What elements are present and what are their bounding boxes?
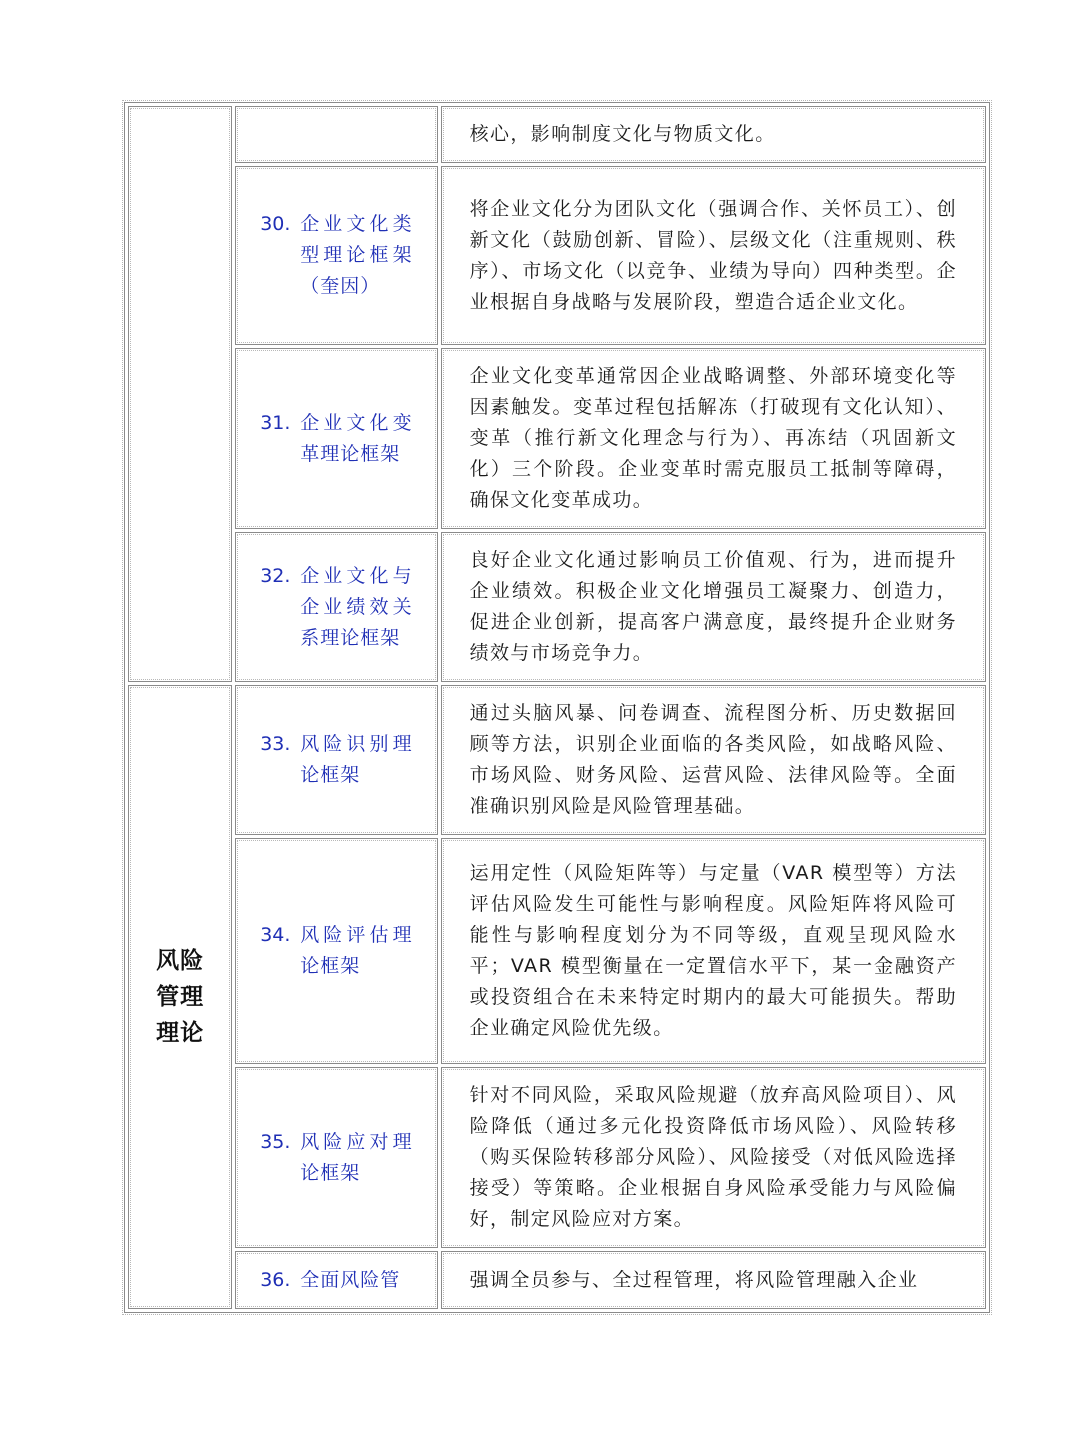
description-text: 良好企业文化通过影响员工价值观、行为，进而提升企业绩效。积极企业文化增强员工凝聚力、创造力，促进企业创新，提高客户满意度，最终提升企业财务绩效与市场竞争力。 [469,549,957,664]
theory-table [124,102,990,1313]
item-name: 风险评估理论框架 [300,924,413,977]
item-name: 风险应对理论框架 [300,1130,413,1184]
table-row [128,1251,986,1309]
item-number: 30. [260,213,291,235]
description-text: 强调全员参与、全过程管理，将风险管理融入企业 [469,1268,919,1291]
description-cell [441,1067,986,1248]
table-row [128,838,986,1064]
name-cell [235,1251,437,1309]
description-cell [441,166,986,345]
item-number: 32. [260,564,291,587]
category-cell-culture [128,106,232,682]
description-text: 运用定性（风险矩阵等）与定量（VAR 模型等）方法评估风险发生可能性与影响程度。风险矩阵将风险可能性与影响程度划分为不同等级，直观呈现风险水平；VAR 模型衡量在一定置信水平下，某一金融资产或投资组合在未来特定时期内的最大可能损失。帮助企业确定风险优先级。 [469,862,957,1039]
name-cell [235,166,437,345]
name-cell [235,1067,437,1248]
item-number: 31. [260,411,291,434]
item-number: 36. [260,1268,291,1291]
item-name: 企业文化变革理论框架 [300,411,413,465]
item-number: 35. [260,1130,291,1153]
description-cell [441,106,986,163]
name-cell [235,106,437,163]
name-cell [235,685,437,835]
description-text: 针对不同风险，采取风险规避（放弃高风险项目）、风险降低（通过多元化投资降低市场风险）、风险转移（购买保险转移部分风险）、风险接受（对低风险选择接受）等策略。企业根据自身风险承受能力与风险偏好，制定风险应对方案。 [469,1084,957,1230]
item-name: 风险识别理论框架 [300,733,413,786]
table-row [128,106,986,163]
item-name: 全面风险管 [300,1268,401,1291]
item-name: 企业文化与企业绩效关系理论框架 [300,564,413,649]
description-cell [441,348,986,529]
item-name: 企业文化类型理论框架（奎因） [300,213,413,297]
description-cell [441,532,986,682]
table-row [128,532,986,682]
table-row [128,1067,986,1248]
description-text: 核心，影响制度文化与物质文化。 [469,123,776,145]
item-number: 33. [260,733,291,755]
table-row [128,348,986,529]
category-label: 风险管理理论 [156,948,205,1046]
name-cell [235,838,437,1064]
description-text: 将企业文化分为团队文化（强调合作、关怀员工）、创新文化（鼓励创新、冒险）、层级文化（注重规则、秩序）、市场文化（以竞争、业绩为导向）四种类型。企业根据自身战略与发展阶段，塑造合适企业文化。 [469,197,957,313]
description-cell [441,1251,986,1309]
name-cell [235,532,437,682]
item-number: 34. [260,924,291,946]
description-cell [441,838,986,1064]
table-row [128,685,986,835]
description-cell [441,685,986,835]
name-cell [235,348,437,529]
table-row [128,166,986,345]
category-cell-risk [128,685,232,1309]
description-text: 通过头脑风暴、问卷调查、流程图分析、历史数据回顾等方法，识别企业面临的各类风险，如战略风险、市场风险、财务风险、运营风险、法律风险等。全面准确识别风险是风险管理基础。 [469,702,957,817]
description-text: 企业文化变革通常因企业战略调整、外部环境变化等因素触发。变革过程包括解冻（打破现有文化认知）、变革（推行新文化理念与行为）、再冻结（巩固新文化）三个阶段。企业变革时需克服员工抵制等障碍，确保文化变革成功。 [469,365,957,511]
